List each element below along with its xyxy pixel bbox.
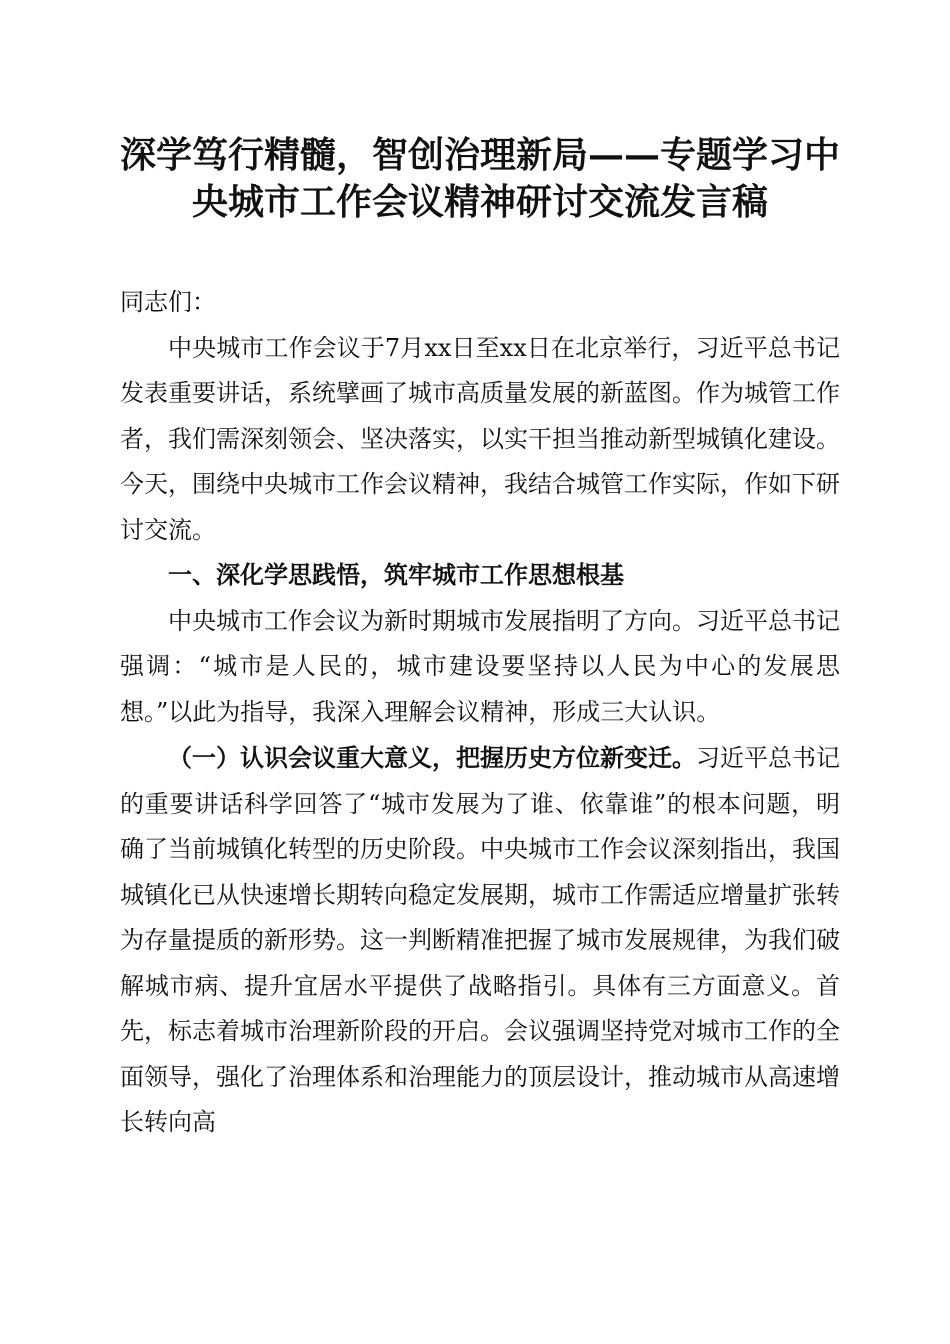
intro-paragraph: 中央城市工作会议于7月xx日至xx日在北京举行，习近平总书记发表重要讲话，系统擘画了城市高质量发展的新蓝图。作为城管工作者，我们需深刻领会、坚决落实，以实干担当推动新型城镇化建设。今天，围绕中央城市工作会议精神，我结合城管工作实际，作如下研讨交流。 xyxy=(120,333,840,544)
subsection-1-heading: （一）认识会议重大意义，把握历史方位新变迁。 xyxy=(168,743,696,772)
document-page xyxy=(120,0,840,1146)
section-1-heading: 一、深化学思践悟，筑牢城市工作思想根基 xyxy=(168,561,624,589)
document-body xyxy=(120,280,840,1146)
document-title xyxy=(120,0,840,226)
subsection-1-text: 习近平总书记的重要讲话科学回答了“城市发展为了谁、依靠谁”的根本问题，明确了当前城镇化转型的历史阶段。中央城市工作会议深刻指出，我国城镇化已从快速增长期转向稳定发展期，城市工作需适应增量扩张转为存量提质的新形势。这一判断精准把握了城市发展规律，为我们破解城市病、提升宜居水平提供了战略指引。具体有三方面意义。首先，标志着城市治理新阶段的开启。会议强调坚持党对城市工作的全面领导，强化了治理体系和治理能力的顶层设计，推动城市从高速增长转向高 xyxy=(120,744,840,1136)
subsection-1-paragraph xyxy=(120,735,840,1146)
title-line-1: 深学笃行精髓，智创治理新局——专题学习中 xyxy=(120,134,841,176)
section-1-paragraph: 中央城市工作会议为新时期城市发展指明了方向。习近平总书记强调：“城市是人民的，城市建设要坚持以人民为中心的发展思想。”以此为指导，我深入理解会议精神，形成三大认识。 xyxy=(120,606,840,726)
salutation: 同志们： xyxy=(120,288,216,316)
title-line-2: 央城市工作会议精神研讨交流发言稿 xyxy=(191,181,768,223)
